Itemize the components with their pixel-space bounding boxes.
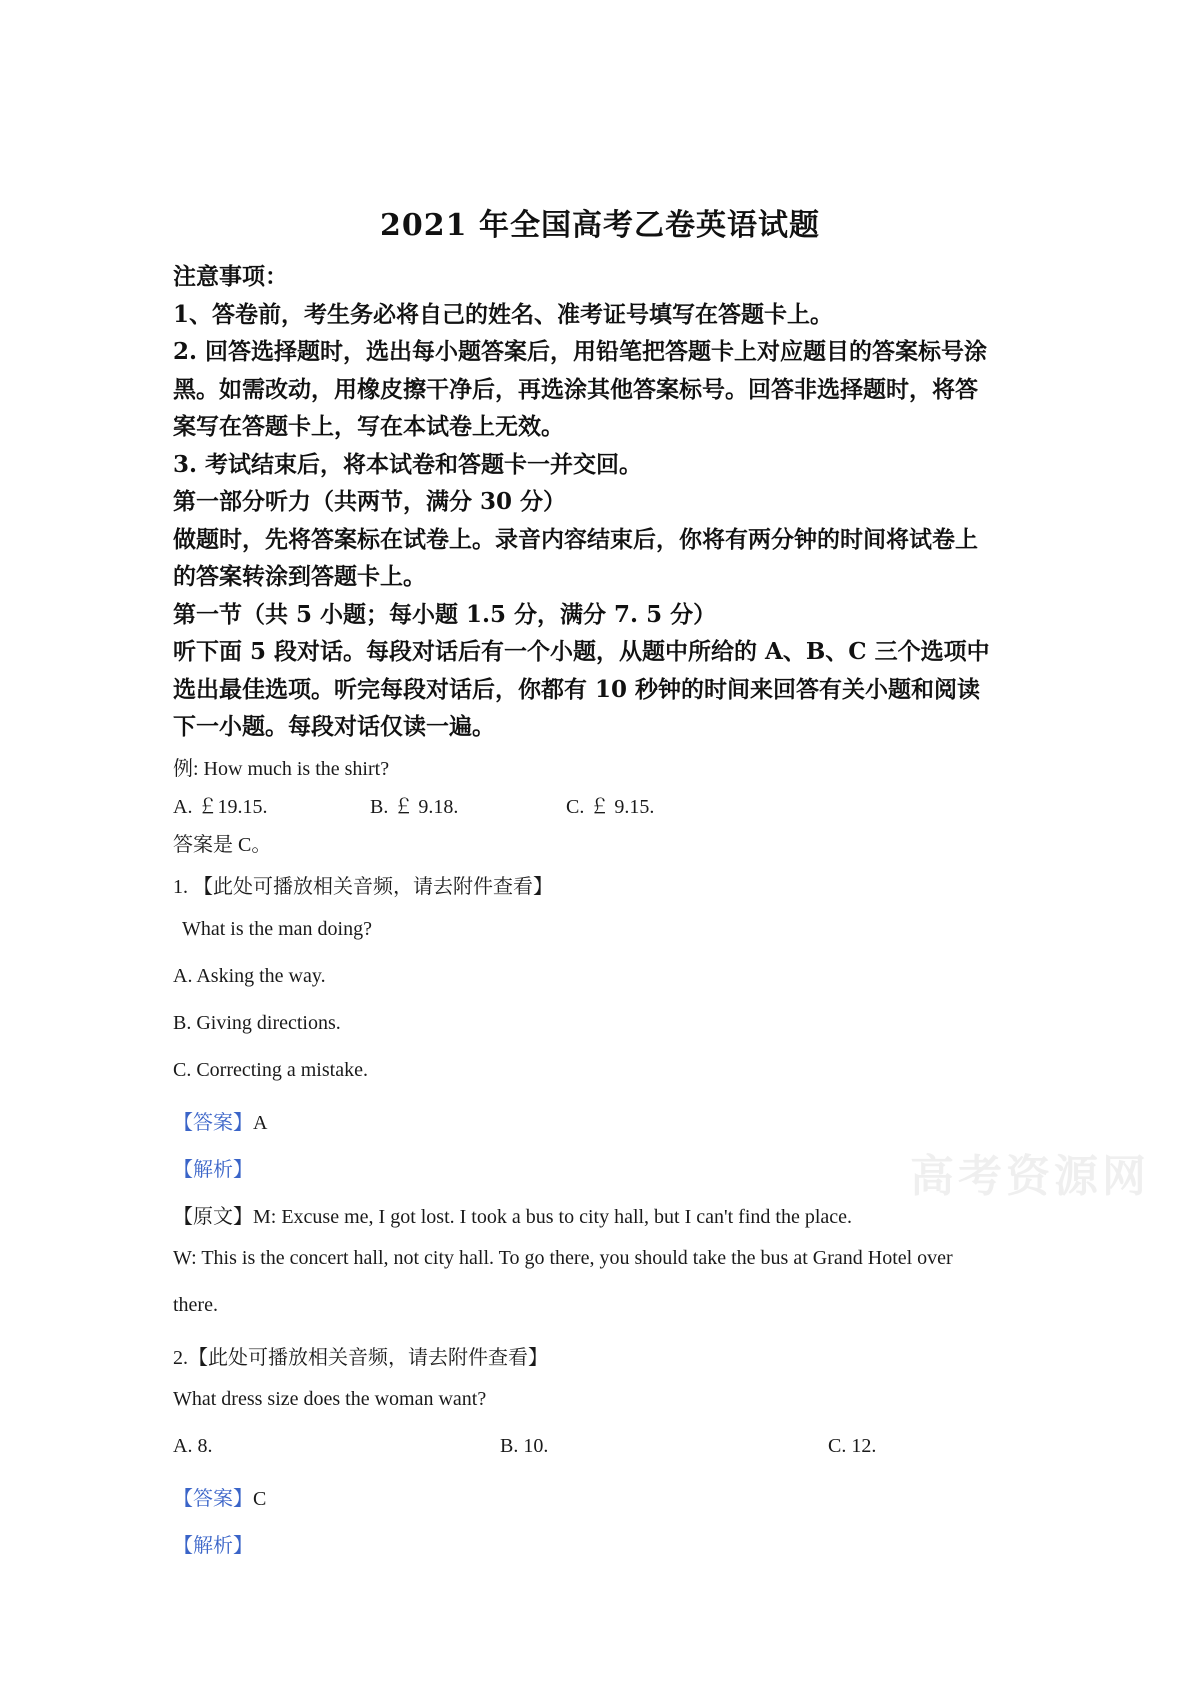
part1-heading: 第一部分听力（共两节，满分 30 分） [173,488,567,515]
watermark-logo: 高考资源网 [910,1151,1150,1200]
q1-original-m-text: M: Excuse me, I got lost. I took a bus to city hall, but I can't find the place. [253,1206,853,1228]
q2-audio-note: 2.【此处可播放相关音频，请去附件查看】 [173,1347,548,1369]
example-options [173,790,1053,816]
q2-answer [173,1482,1053,1511]
page-title: 2021 年全国高考乙卷英语试题 [380,208,820,243]
q2-answer-tag: 【答案】 [173,1488,253,1510]
q1-audio-note: 1. 【此处可播放相关音频，请去附件查看】 [173,876,553,898]
notes-item-3: 3. 考试结束后，将本试卷和答题卡一并交回。 [173,450,643,478]
part1-desc-line-2: 的答案转涂到答题卡上。 [173,563,426,590]
instructions-block [173,258,1033,746]
section1-desc-line-3: 下一小题。每段对话仅读一遍。 [173,713,495,740]
q1-option-b: B. Giving directions. [173,1012,341,1034]
q1-answer-value: A [253,1112,268,1134]
q2-analysis-tag: 【解析】 [173,1535,253,1557]
q1-option-c: C. Correcting a mistake. [173,1059,368,1081]
q1-original-tag: 【原文】 [173,1206,253,1228]
q1-analysis-tag: 【解析】 [173,1159,253,1181]
q1-option-a: A. Asking the way. [173,965,326,987]
example-option-c: C. ￡ 9.15. [566,796,655,818]
example-answer: 答案是 C。 [173,834,272,856]
section1-heading: 第一节（共 5 小题；每小题 1.5 分，满分 7. 5 分） [173,600,717,628]
q2-question: What dress size does the woman want? [173,1388,487,1410]
part1-desc-line-1: 做题时，先将答案标在试卷上。录音内容结束后，你将有两分钟的时间将试卷上 [173,525,978,553]
q2-option-b: B. 10. [500,1435,549,1457]
q2-options [173,1435,1053,1461]
q2-option-a: A. 8. [173,1435,213,1457]
q2-answer-value: C [253,1488,267,1510]
example-option-a: A. ￡19.15. [173,796,268,818]
example-option-b: B. ￡ 9.18. [370,796,459,818]
notes-item-2-line-1: 2. 回答选择题时，选出每小题答案后，用铅笔把答题卡上对应题目的答案标号涂 [173,338,988,365]
q1-question: What is the man doing? [182,918,372,940]
q1-answer [173,1106,1053,1135]
notes-item-2-line-3: 案写在答题卡上，写在本试卷上无效。 [173,413,564,440]
section1-desc-line-2: 选出最佳选项。听完每段对话后，你都有 10 秒钟的时间来回答有关小题和阅读 [173,675,981,703]
q1-original-w-line-2: there. [173,1294,218,1316]
notes-item-1: 1、答卷前，考生务必将自己的姓名、准考证号填写在答题卡上。 [173,300,834,328]
q1-answer-tag: 【答案】 [173,1112,253,1134]
section1-desc-line-1: 听下面 5 段对话。每段对话后有一个小题，从题中所给的 A、B、C 三个选项中 [173,638,990,665]
q1-original-m [173,1200,1053,1229]
notes-heading: 注意事项： [173,263,288,290]
notes-item-2-line-2: 黑。如需改动，用橡皮擦干净后，再选涂其他答案标号。回答非选择题时，将答 [173,375,978,403]
q1-original-w-line-1: W: This is the concert hall, not city hall. To go there, you should take the bus at Grand Hotel over [173,1247,953,1269]
example-question: 例: How much is the shirt? [173,758,390,780]
q2-option-c: C. 12. [828,1435,877,1457]
